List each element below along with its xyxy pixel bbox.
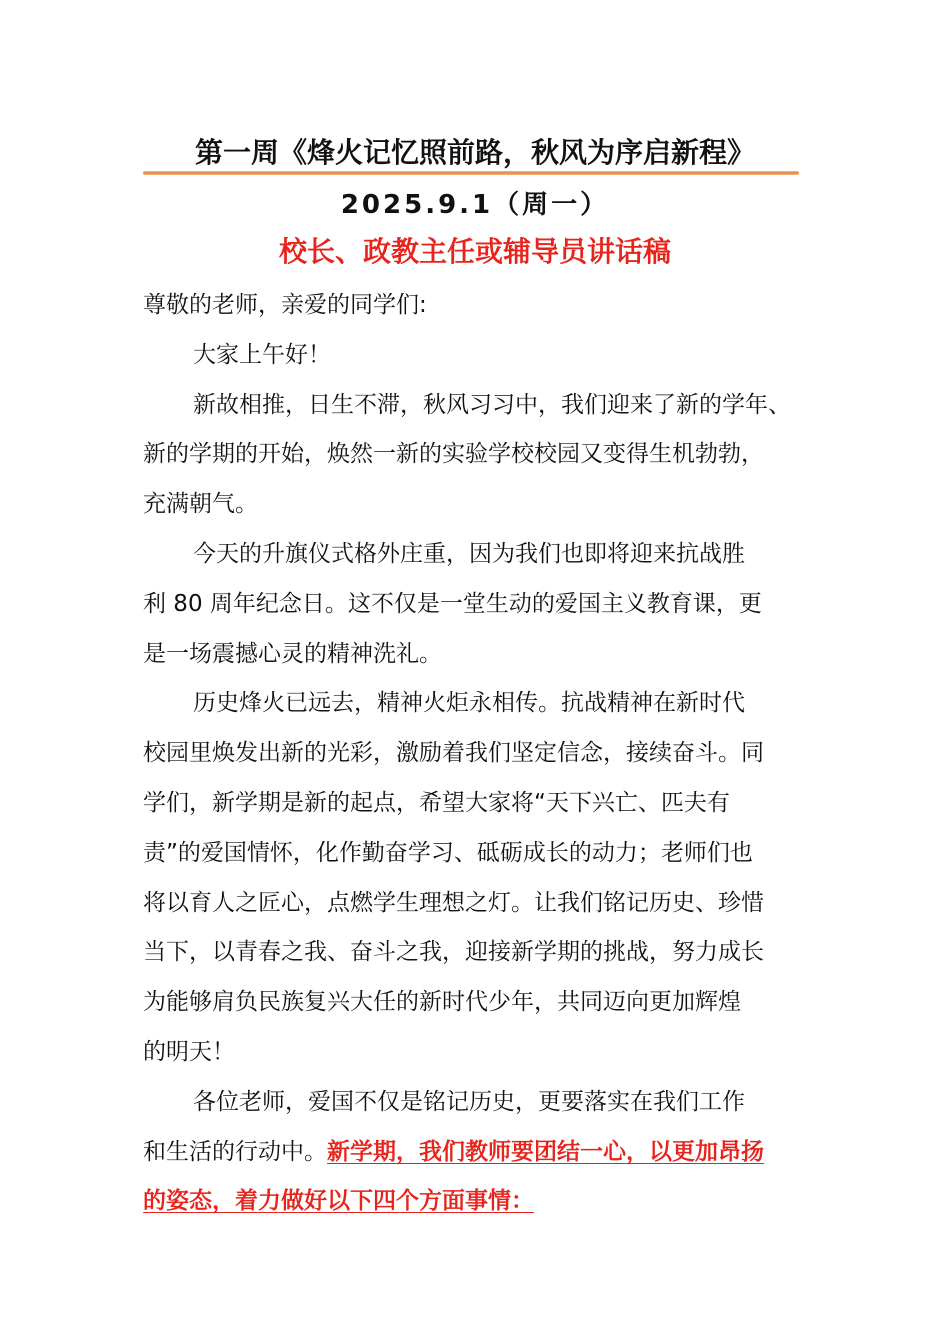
paragraph-4 bbox=[143, 1078, 813, 1227]
highlighted-text: 新学期，我们教师要团结一心，以更加昂扬 bbox=[327, 1138, 764, 1165]
paragraph-line: 为能够肩负民族复兴大任的新时代少年，共同迈向更加辉煌 bbox=[143, 989, 741, 1016]
paragraph-line: 充满朝气。 bbox=[143, 491, 258, 518]
paragraph-line: 今天的升旗仪式格外庄重，因为我们也即将迎来抗战胜 bbox=[193, 540, 745, 567]
paragraph-3 bbox=[143, 679, 813, 1077]
salutation: 尊敬的老师，亲爱的同学们: bbox=[143, 292, 427, 318]
document-title: 第一周《烽火记忆照前路，秋风为序启新程》 bbox=[194, 136, 755, 169]
paragraph-line: 利 80 周年纪念日。这不仅是一堂生动的爱国主义教育课，更 bbox=[143, 590, 762, 617]
paragraph-line: 新故相推，日生不滞，秋风习习中，我们迎来了新的学年、 bbox=[193, 391, 791, 418]
paragraph-line: 将以育人之匠心，点燃学生理想之灯。让我们铭记历史、珍惜 bbox=[143, 889, 764, 916]
highlighted-text: 的姿态，着力做好以下四个方面事情： bbox=[143, 1188, 534, 1215]
paragraph-line-mixed bbox=[143, 1128, 813, 1178]
paragraph-line: 是一场震撼心灵的精神洗礼。 bbox=[143, 640, 442, 667]
title-underline-rule bbox=[143, 171, 799, 175]
paragraph-line: 责”的爱国情怀，化作勤奋学习、砥砺成长的动力；老师们也 bbox=[143, 839, 753, 866]
speech-body bbox=[143, 281, 813, 1227]
paragraph-line: 学们，新学期是新的起点，希望大家将“天下兴亡、匹夫有 bbox=[143, 789, 730, 816]
plain-text: 和生活的行动中。 bbox=[143, 1138, 327, 1165]
greeting: 大家上午好！ bbox=[193, 341, 331, 368]
paragraph-line-highlight bbox=[143, 1177, 813, 1227]
paragraph-line: 新的学期的开始，焕然一新的实验学校校园又变得生机勃勃， bbox=[143, 441, 764, 468]
paragraph-line: 当下，以青春之我、奋斗之我，迎接新学期的挑战，努力成长 bbox=[143, 939, 764, 966]
paragraph-2 bbox=[143, 530, 813, 679]
document-subtitle: 校长、政教主任或辅导员讲话稿 bbox=[278, 235, 671, 268]
paragraph-line: 历史烽火已远去，精神火炬永相传。抗战精神在新时代 bbox=[193, 690, 745, 717]
paragraph-line: 校园里焕发出新的光彩，激励着我们坚定信念，接续奋斗。同 bbox=[143, 740, 764, 767]
paragraph-line: 各位老师，爱国不仅是铭记历史，更要落实在我们工作 bbox=[193, 1088, 745, 1115]
paragraph-1 bbox=[143, 381, 813, 530]
document-date: 2025.9.1（周一） bbox=[340, 190, 610, 220]
paragraph-line: 的明天！ bbox=[143, 1038, 235, 1065]
